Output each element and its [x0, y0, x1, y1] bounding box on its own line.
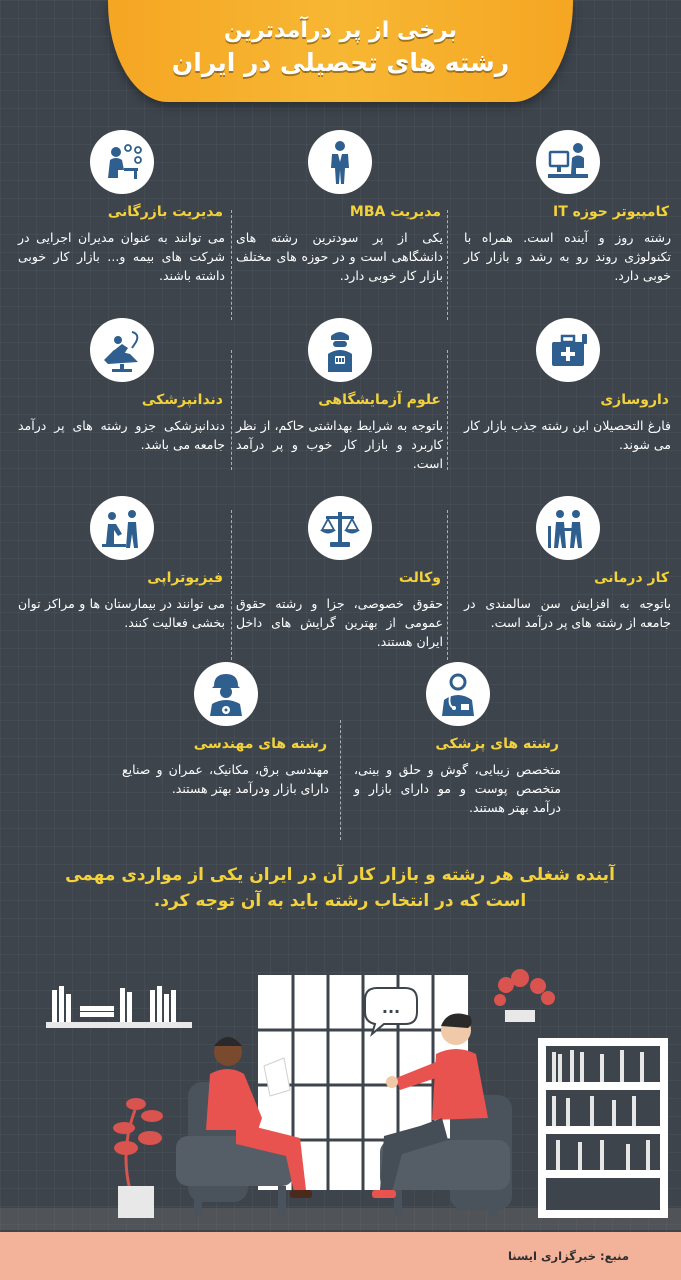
speech-bubble-text: ...: [381, 998, 401, 1017]
field-description: رشته روز و آینده است. همراه با تکنولوژی روند رو به رشد و بازار کار خوبی دارد.: [464, 230, 671, 283]
field-card-law: [232, 496, 447, 651]
source-text: منبع: خبرگزاری ایسنا: [507, 1249, 629, 1263]
field-description: می توانند به عنوان مدیران اجرایی در شرکت های بیمه و... بازار کار خوبی داشته باشند.: [18, 230, 225, 283]
dentist-chair-icon: [90, 318, 154, 382]
field-card-mba: [232, 130, 447, 285]
field-card-business-management: [14, 130, 229, 285]
field-description: حقوق خصوصی، جزا و رشته حقوق عمومی از بهترین گرایش های داخل ایران هستند.: [236, 596, 443, 649]
team-manager-icon: [90, 130, 154, 194]
separator-line: [447, 210, 448, 320]
doctor-icon: [426, 662, 490, 726]
field-description: مهندسی برق، مکانیک، عمران و صنایع دارای بازار ودرآمد بهتر هستند.: [122, 762, 329, 796]
separator-line: [447, 350, 448, 470]
field-description: دندانپزشکی جزو رشته های پر درآمد جامعه می باشد.: [18, 418, 225, 452]
potted-plant: [113, 1098, 163, 1218]
field-title: کامپیوتر حوزه IT: [553, 204, 669, 220]
hanging-plant: [494, 969, 555, 1022]
engineer-icon: [194, 662, 258, 726]
title-line-2: رشته های تحصیلی در ایران: [171, 48, 510, 77]
field-description: باتوجه به افزایش سن سالمندی در جامعه از رشته های پر درآمد است.: [464, 596, 671, 630]
computer-user-icon: [536, 130, 600, 194]
field-card-medicine: [350, 662, 565, 817]
field-description: فارغ التحصیلان این رشته جذب بازار کار می شوند.: [464, 418, 671, 452]
field-description: یکی از پر سودترین رشته های دانشگاهی است و در حوزه های مختلف بازار کار خوبی دارد.: [236, 230, 443, 283]
separator-line: [340, 720, 341, 840]
field-description: متخصص زیبایی، گوش و حلق و بینی، متخصص پوست و مو دارای بازار و درآمد بهتر هستند.: [354, 762, 561, 815]
separator-line: [447, 510, 448, 660]
field-title: رشته های پزشکی: [435, 736, 559, 752]
field-card-lab-sciences: [232, 318, 447, 473]
field-description: باتوجه به شرایط بهداشتی حاکم، از نظر کاربرد و بازار کار خوب و پر درآمد است.: [236, 418, 443, 471]
law-scales-icon: [308, 496, 372, 560]
field-card-it: [460, 130, 675, 285]
field-description: می توانند در بیمارستان ها و مراکز توان بخشی فعالیت کنند.: [18, 596, 225, 630]
field-title: وکالت: [398, 570, 441, 586]
field-title: دندانپزشکی: [141, 392, 223, 408]
caregiver-icon: [536, 496, 600, 560]
field-title: علوم آزمایشگاهی: [318, 392, 441, 408]
office-illustration: [0, 950, 681, 1230]
field-title: رشته های مهندسی: [193, 736, 327, 752]
field-card-occupational-therapy: [460, 496, 675, 632]
businessman-icon: [308, 130, 372, 194]
field-card-physiotherapy: [14, 496, 229, 632]
title-banner: [108, 0, 573, 102]
field-title: مدیریت بازرگانی: [107, 204, 223, 220]
field-card-pharmacy: [460, 318, 675, 454]
pharmacy-kit-icon: [536, 318, 600, 382]
physiotherapy-icon: [90, 496, 154, 560]
field-card-engineering: [118, 662, 333, 798]
field-title: کار درمانی: [594, 570, 669, 586]
source-footer: [0, 1232, 681, 1280]
lab-worker-icon: [308, 318, 372, 382]
field-card-dentistry: [14, 318, 229, 454]
left-bookshelf: [46, 986, 192, 1028]
field-title: مدیریت MBA: [349, 204, 441, 220]
field-title: فیزیوتراپی: [147, 570, 223, 586]
right-bookcase: [538, 1038, 668, 1218]
career-note: آینده شغلی هر رشته و بازار کار آن در ایران یکی از مواردی مهمی است که در انتخاب رشته باید به آن توجه کرد.: [65, 865, 615, 911]
field-title: داروسازی: [600, 392, 669, 408]
title-line-1: برخی از پر درآمدترین: [223, 18, 458, 43]
